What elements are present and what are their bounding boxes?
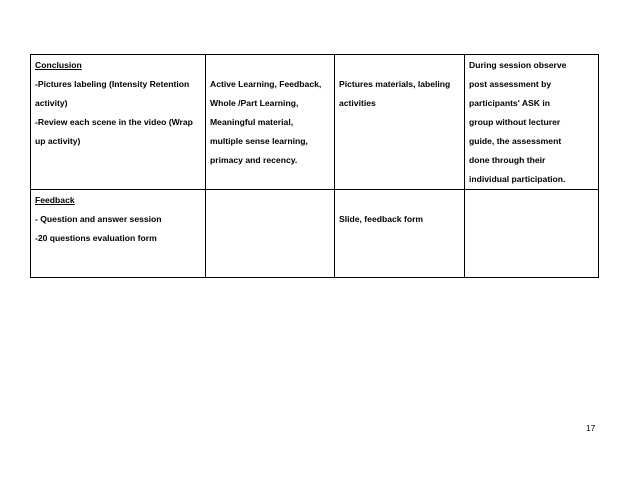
table-row-conclusion xyxy=(31,55,599,190)
material-line: Slide, feedback form xyxy=(339,214,424,224)
evaluation-line: During session observe xyxy=(469,60,567,70)
stage-line: activity) xyxy=(35,98,68,108)
cell-conclusion-method xyxy=(206,55,335,190)
stage-line: -Review each scene in the video (Wrap xyxy=(35,117,193,127)
stage-line: -Pictures labeling (Intensity Retention xyxy=(35,79,190,89)
evaluation-line: participants' ASK in xyxy=(469,98,550,108)
lesson-plan-table xyxy=(30,54,599,278)
cell-feedback-evaluation xyxy=(465,190,599,278)
table-row-feedback xyxy=(31,190,599,278)
method-line: Meaningful material, xyxy=(210,117,294,127)
stage-line: up activity) xyxy=(35,136,81,146)
method-line: primacy and recency. xyxy=(210,155,298,165)
page-number: 17 xyxy=(586,423,596,433)
evaluation-line: individual participation. xyxy=(469,174,566,184)
evaluation-line: post assessment by xyxy=(469,79,552,89)
cell-conclusion-material xyxy=(335,55,465,190)
method-line: Whole /Part Learning, xyxy=(210,98,299,108)
method-line: Active Learning, Feedback, xyxy=(210,79,322,89)
conclusion-heading: Conclusion xyxy=(35,60,82,70)
cell-feedback-method xyxy=(206,190,335,278)
cell-feedback-stage xyxy=(31,190,206,278)
stage-line: - Question and answer session xyxy=(35,214,162,224)
cell-conclusion-stage xyxy=(31,55,206,190)
material-line: Pictures materials, labeling xyxy=(339,79,451,89)
method-line: multiple sense learning, xyxy=(210,136,308,146)
evaluation-line: done through their xyxy=(469,155,546,165)
feedback-heading: Feedback xyxy=(35,195,75,205)
material-line: activities xyxy=(339,98,376,108)
evaluation-line: guide, the assessment xyxy=(469,136,562,146)
evaluation-line: group without lecturer xyxy=(469,117,561,127)
cell-conclusion-evaluation xyxy=(465,55,599,190)
stage-line: -20 questions evaluation form xyxy=(35,233,157,243)
cell-feedback-material xyxy=(335,190,465,278)
